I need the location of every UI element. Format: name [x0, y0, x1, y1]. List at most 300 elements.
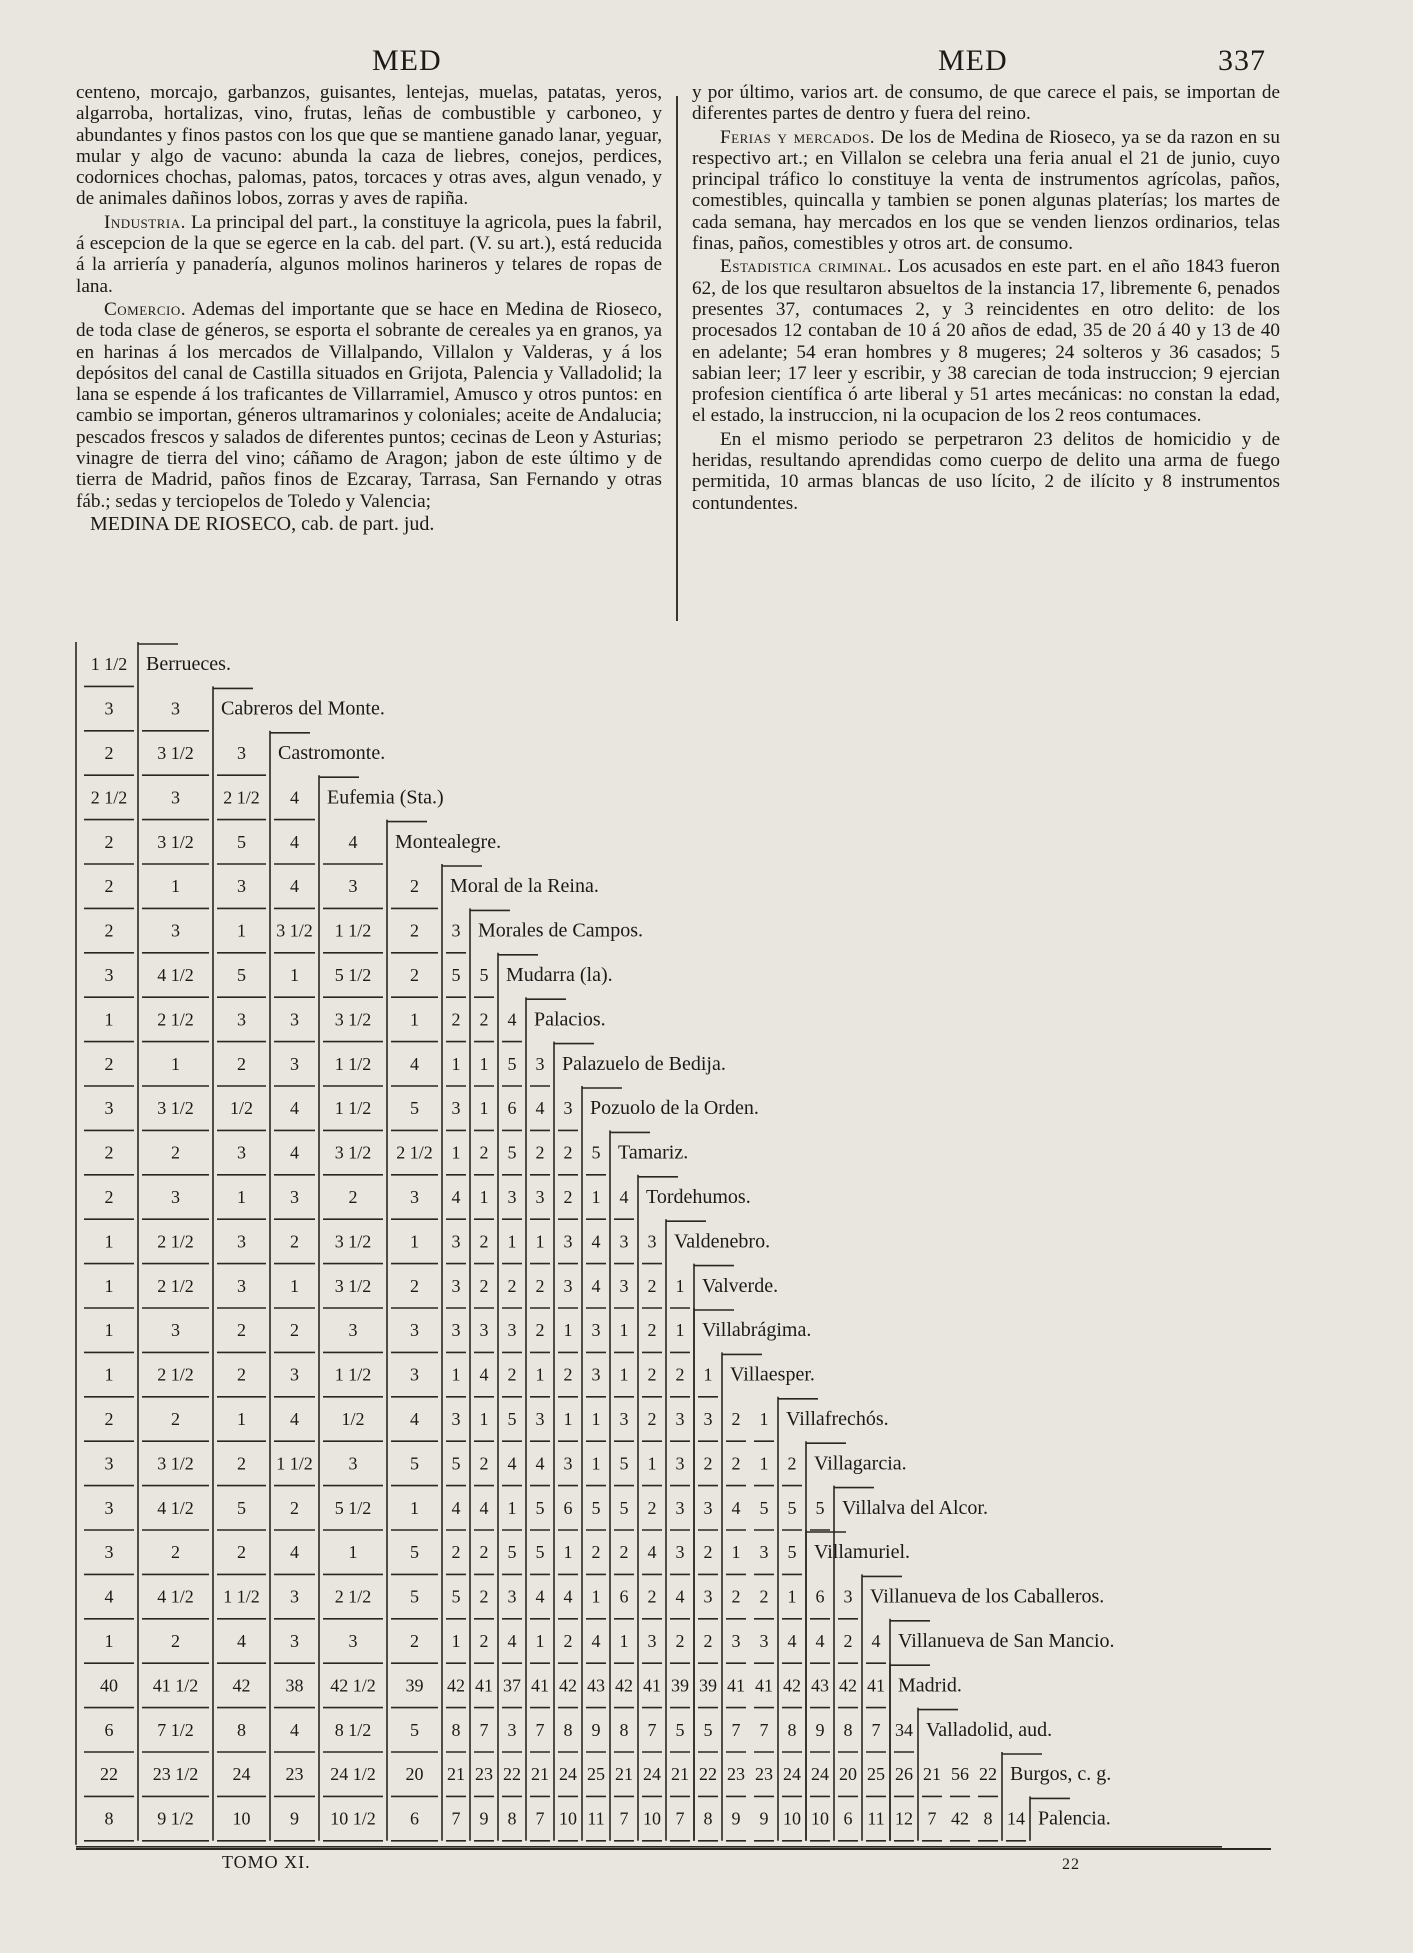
town-name: Montealegre.	[395, 830, 502, 853]
distance-cell: 2 1/2	[334, 1586, 372, 1607]
town-name: Valladolid, aud.	[926, 1718, 1053, 1741]
distance-cell: 6	[410, 1808, 419, 1829]
distance-cell: 3	[563, 1453, 573, 1474]
town-name: Palacios.	[534, 1008, 606, 1031]
distance-cell: 5	[787, 1542, 797, 1563]
distance-cell: 10	[232, 1808, 251, 1829]
distance-cell: 3	[237, 1231, 246, 1252]
distance-cell: 3	[647, 1631, 657, 1651]
running-header-center: MED	[938, 44, 1008, 77]
distance-cell: 2	[104, 743, 114, 763]
distance-cell: 2	[479, 1586, 489, 1607]
distance-cell: 4	[290, 1142, 299, 1163]
distance-cell: 41	[755, 1675, 773, 1696]
estadistica-label: Estadistica criminal.	[720, 256, 893, 278]
distance-cell: 3	[451, 1275, 461, 1296]
distance-cell: 3	[507, 1586, 517, 1607]
distance-cell: 1	[479, 1187, 489, 1207]
distance-cell: 3	[535, 1187, 545, 1207]
distance-cell: 3	[410, 1187, 419, 1207]
distance-cell: 3	[290, 1364, 299, 1385]
distance-cell: 3	[237, 1275, 246, 1296]
distance-cell: 5	[535, 1497, 545, 1518]
town-name: Cabreros del Monte.	[221, 697, 385, 720]
distance-cell: 5	[619, 1453, 629, 1474]
distance-cell: 39	[699, 1675, 717, 1696]
right-paragraph-delitos: En el mismo periodo se perpetraron 23 delitos de homicidio y de heridas, resultando aprendidas como cuerpo de delito una arma de fuego permitida, 10 armas blancas de uso lícito, 2 de ilícito y 8 instrumentos contundentes.	[692, 428, 1280, 514]
distance-cell: 1	[104, 1631, 114, 1651]
distance-cell: 1 1/2	[276, 1453, 313, 1474]
distance-cell: 1	[759, 1453, 769, 1474]
distance-cell: 3	[104, 1497, 114, 1518]
distance-cell: 41	[475, 1675, 493, 1696]
distance-cell: 2	[479, 1542, 489, 1563]
distance-cell: 42	[559, 1675, 577, 1696]
distance-cell: 2	[348, 1187, 358, 1207]
distance-cell: 2	[451, 1009, 461, 1030]
distance-cell: 42	[615, 1675, 633, 1696]
distance-cell: 5	[237, 1497, 246, 1518]
distance-cell: 3	[479, 1320, 489, 1341]
distance-cell: 3	[237, 876, 246, 897]
distance-cell: 3	[451, 920, 461, 941]
distance-cell: 3	[171, 1187, 180, 1207]
distance-cell: 3 1/2	[334, 1142, 372, 1163]
distance-cell: 3	[348, 1320, 358, 1341]
distance-cell: 1	[237, 920, 246, 941]
distance-cell: 41	[531, 1675, 549, 1696]
distance-cell: 4 1/2	[157, 1586, 194, 1607]
distance-cell: 1	[451, 1364, 461, 1385]
distance-cell: 8	[843, 1719, 853, 1740]
distance-cell: 3	[104, 965, 114, 985]
town-name: Valverde.	[702, 1274, 779, 1297]
distance-cell: 10	[811, 1808, 829, 1829]
distance-cell: 4	[237, 1631, 246, 1651]
distance-cell: 3	[237, 1009, 246, 1030]
distance-cell: 3	[451, 1098, 461, 1119]
distance-cell: 3 1/2	[276, 920, 313, 941]
distance-cell: 4	[451, 1497, 461, 1518]
distance-cell: 3	[237, 743, 246, 763]
distance-cell: 41 1/2	[152, 1675, 199, 1696]
distance-cell: 5	[410, 1719, 419, 1740]
distance-cell: 7	[535, 1808, 545, 1829]
town-name: Palencia.	[1038, 1807, 1111, 1830]
distance-cell: 3	[591, 1320, 601, 1341]
distance-cell: 4	[451, 1187, 461, 1207]
distance-cell: 10 1/2	[330, 1808, 376, 1829]
distance-cell: 2	[290, 1497, 299, 1518]
distance-cell: 9	[815, 1719, 825, 1740]
cab-line: MEDINA DE RIOSECO, cab. de part. jud.	[90, 512, 435, 535]
distance-cell: 1	[451, 1053, 461, 1074]
distance-cell: 2	[104, 920, 114, 941]
distance-cell: 24 1/2	[330, 1764, 376, 1785]
distance-cell: 2	[703, 1453, 713, 1474]
distance-cell: 21	[615, 1764, 633, 1785]
distance-cell: 4	[535, 1453, 545, 1474]
distance-cell: 3	[675, 1453, 685, 1474]
distance-cell: 1	[410, 1231, 419, 1252]
distance-cell: 5 1/2	[334, 1497, 372, 1518]
distance-cell: 7	[535, 1719, 545, 1740]
distance-cell: 25	[867, 1764, 885, 1785]
distance-cell: 5	[410, 1542, 419, 1563]
footer-signature: 22	[1062, 1856, 1080, 1873]
distance-cell: 5	[675, 1719, 685, 1740]
distance-cell: 4	[731, 1497, 741, 1518]
industria-label: Industria.	[104, 211, 186, 233]
distance-cell: 6	[843, 1808, 853, 1829]
distance-cell: 1	[563, 1542, 573, 1563]
town-name: Burgos, c. g.	[1010, 1763, 1112, 1786]
distance-cell: 22	[503, 1764, 521, 1785]
distance-cell: 6	[104, 1719, 114, 1740]
distance-cell: 1	[535, 1631, 545, 1651]
distance-cell: 11	[867, 1808, 885, 1829]
distance-cell: 24	[783, 1764, 801, 1785]
town-name: Eufemia (Sta.)	[327, 786, 444, 809]
distance-cell: 3 1/2	[157, 1453, 194, 1474]
distance-cell: 1	[675, 1320, 685, 1341]
distance-cell: 2 1/2	[90, 787, 128, 808]
distance-cell: 6	[507, 1098, 517, 1119]
distance-cell: 21	[531, 1764, 549, 1785]
distance-cell: 8 1/2	[334, 1719, 372, 1740]
distance-cell: 4	[410, 1409, 419, 1429]
distance-cell: 2	[703, 1542, 713, 1563]
distance-cell: 39	[671, 1675, 689, 1696]
ferias-label: Ferias y mercados.	[720, 126, 876, 148]
distance-cell: 2	[479, 1009, 489, 1030]
distance-cell: 3	[563, 1231, 573, 1252]
distance-cell: 10	[783, 1808, 801, 1829]
distance-cell: 2	[731, 1409, 741, 1429]
distance-cell: 5	[787, 1497, 797, 1518]
distance-cell: 1	[591, 1409, 601, 1429]
distance-cell: 2	[410, 876, 419, 897]
distance-cell: 4	[591, 1275, 601, 1296]
distance-cell: 4 1/2	[157, 965, 194, 985]
distance-cell: 3	[703, 1409, 713, 1429]
distance-cell: 3	[703, 1586, 713, 1607]
distance-cell: 22	[100, 1764, 118, 1785]
distance-cell: 3	[563, 1098, 573, 1119]
distance-cell: 4	[290, 1542, 299, 1563]
distance-cell: 26	[895, 1764, 913, 1785]
distance-cell: 38	[285, 1675, 304, 1696]
town-name: Villagarcia.	[814, 1452, 907, 1475]
distance-cell: 2	[563, 1364, 573, 1385]
distance-cell: 1	[479, 1409, 489, 1429]
distance-cell: 4	[290, 1409, 299, 1429]
distance-cell: 4	[290, 1098, 299, 1119]
distance-cell: 42	[447, 1675, 465, 1696]
distance-cell: 1	[104, 1320, 114, 1341]
distance-cell: 3	[507, 1187, 517, 1207]
distance-cell: 4	[815, 1631, 825, 1651]
distance-cell: 2	[451, 1542, 461, 1563]
distance-cell: 3	[619, 1231, 629, 1252]
distance-cell: 3	[290, 1586, 299, 1607]
distance-cell: 9	[731, 1808, 741, 1829]
distance-cell: 22	[979, 1764, 997, 1785]
town-name: Villanueva de los Caballeros.	[870, 1585, 1105, 1608]
distance-cell: 39	[405, 1675, 424, 1696]
distance-cell: 2 1/2	[396, 1142, 433, 1163]
distance-cell: 7 1/2	[157, 1719, 194, 1740]
distance-cell: 5	[507, 1053, 517, 1074]
distance-cell: 3	[563, 1275, 573, 1296]
distance-cell: 2	[171, 1409, 180, 1429]
distance-cell: 1	[535, 1231, 545, 1252]
distance-cell: 7	[675, 1808, 685, 1829]
distance-cell: 5	[703, 1719, 713, 1740]
distance-cell: 3	[348, 876, 358, 897]
distance-cell: 3	[675, 1542, 685, 1563]
comercio-label: Comercio.	[104, 298, 187, 320]
distance-cell: 42	[839, 1675, 857, 1696]
distance-cell: 5 1/2	[334, 965, 372, 985]
distance-cell: 5	[619, 1497, 629, 1518]
distance-cell: 8	[507, 1808, 517, 1829]
distance-cell: 10	[559, 1808, 577, 1829]
distance-cell: 2	[731, 1586, 741, 1607]
distance-cell: 3	[104, 1098, 114, 1119]
town-name: Valdenebro.	[674, 1230, 771, 1253]
distance-cell: 4	[619, 1187, 629, 1207]
distance-cell: 3	[451, 1409, 461, 1429]
distance-cell: 8	[619, 1719, 629, 1740]
distance-cell: 9	[759, 1808, 769, 1829]
distance-cell: 2	[479, 1231, 489, 1252]
distance-cell: 1	[507, 1231, 517, 1252]
distance-cell: 5	[591, 1497, 601, 1518]
distance-cell: 3	[731, 1631, 741, 1651]
distance-cell: 20	[405, 1764, 424, 1785]
distance-cell: 4	[507, 1453, 517, 1474]
distance-cell: 5	[451, 965, 461, 985]
distance-cell: 2	[171, 1631, 180, 1651]
distance-cell: 3	[410, 1364, 419, 1385]
distance-cell: 1	[619, 1631, 629, 1651]
distance-cell: 3	[535, 1409, 545, 1429]
distance-cell: 1	[563, 1320, 573, 1341]
distance-cell: 8	[563, 1719, 573, 1740]
distance-cell: 3	[759, 1542, 769, 1563]
distance-cell: 1	[591, 1187, 601, 1207]
distance-cell: 5	[410, 1586, 419, 1607]
distance-cell: 41	[643, 1675, 661, 1696]
distance-cell: 1 1/2	[334, 1364, 372, 1385]
distance-cell: 3 1/2	[334, 1009, 372, 1030]
distance-cell: 3	[171, 698, 180, 719]
distance-cell: 2	[731, 1453, 741, 1474]
distance-cell: 4	[290, 876, 299, 897]
distance-cell: 1	[451, 1142, 461, 1163]
distance-cell: 5	[451, 1586, 461, 1607]
left-paragraph-crops: centeno, morcajo, garbanzos, guisantes, lentejas, muelas, patatas, yeros, algarroba, hortalizas, vino, frutas, leñas de combustible y carboneo, y abundantes y finos pastos con los que que se mantiene ganado lanar, yeguar, mular y algo de vacuno: abunda la caza de liebres, conejos, perdices, codornices chochas, palomas, patos, torcaces y otras aves, algun venado, y de animales dañinos lobos, zorras y aves de rapiña.	[76, 82, 662, 210]
town-name: Castromonte.	[278, 742, 386, 764]
distance-cell: 1	[451, 1631, 461, 1651]
town-name: Berrueces.	[146, 653, 231, 676]
distance-cell: 3	[104, 698, 114, 719]
distance-cell: 2	[647, 1320, 657, 1341]
distance-cell: 5	[410, 1098, 419, 1119]
town-name: Morales de Campos.	[478, 919, 643, 942]
distance-cell: 7	[451, 1808, 461, 1829]
distance-cell: 3	[171, 1320, 180, 1341]
distance-cell: 5	[591, 1142, 601, 1163]
distance-cell: 2	[787, 1453, 797, 1474]
distance-cell: 2	[237, 1364, 246, 1385]
distance-cell: 1	[647, 1453, 657, 1474]
distance-cell: 1	[563, 1409, 573, 1429]
distance-cell: 7	[647, 1719, 657, 1740]
distance-cell: 5	[759, 1497, 769, 1518]
distance-cell: 21	[671, 1764, 689, 1785]
distance-cell: 3	[348, 1453, 358, 1474]
distance-cell: 4	[591, 1631, 601, 1651]
distance-cell: 42	[951, 1808, 969, 1829]
distance-cell: 8	[983, 1808, 993, 1829]
distance-cell: 2	[647, 1409, 657, 1429]
distance-cell: 2	[104, 876, 114, 897]
distance-cell: 2	[563, 1187, 573, 1207]
distance-cell: 2	[675, 1631, 685, 1651]
distance-cell: 3	[675, 1409, 685, 1429]
distance-cell: 2	[563, 1142, 573, 1163]
distance-cell: 1	[479, 1053, 489, 1074]
distance-cell: 42 1/2	[330, 1675, 376, 1696]
distance-cell: 5	[451, 1453, 461, 1474]
distance-cell: 2	[703, 1631, 713, 1651]
distance-cell: 10	[643, 1808, 661, 1829]
distance-cell: 2 1/2	[157, 1231, 194, 1252]
distance-cell: 22	[699, 1764, 717, 1785]
distance-cell: 3	[535, 1053, 545, 1074]
distance-cell: 3	[290, 1187, 299, 1207]
distance-cell: 1	[591, 1586, 601, 1607]
distance-cell: 21	[923, 1764, 941, 1785]
distance-cell: 5	[815, 1497, 825, 1518]
distance-cell: 7	[731, 1719, 741, 1740]
distance-cell: 9 1/2	[157, 1808, 194, 1829]
distance-cell: 2	[104, 1053, 114, 1074]
running-header-left: MED	[372, 44, 442, 77]
distance-cell: 2 1/2	[157, 1009, 194, 1030]
distance-cell: 2	[237, 1453, 246, 1474]
distance-cell: 1	[410, 1009, 419, 1030]
distance-cell: 1	[619, 1364, 629, 1385]
distance-cell: 37	[503, 1675, 521, 1696]
distance-cell: 4	[410, 1053, 419, 1074]
distance-cell: 4	[563, 1586, 573, 1607]
distance-cell: 3	[507, 1719, 517, 1740]
distance-cell: 5	[507, 1542, 517, 1563]
distance-cell: 1	[535, 1364, 545, 1385]
distance-cell: 7	[871, 1719, 881, 1740]
distance-cell: 2	[410, 1631, 419, 1651]
distance-cell: 4	[479, 1497, 489, 1518]
distance-cell: 2	[675, 1364, 685, 1385]
distance-cell: 4	[290, 787, 299, 808]
distance-cell: 1	[104, 1275, 114, 1296]
distance-cell: 4	[479, 1364, 489, 1385]
ferias-text: De los de Medina de Rioseco, ya se da razon en su respectivo art.; en Villalon se celebra una feria anual el 21 de junio, cuyo principal tráfico lo constituye la venta de instrumentos agrícolas, paños, comestibles, quincalla y tambien se ponen algunas platerías; los martes de cada semana, hay mercados en los que se venden lienzos ordinarios, telas finas, paños, comestibles y otros art. de consumo.	[692, 126, 1280, 255]
distance-cell: 6	[815, 1586, 825, 1607]
distance-cell: 2	[104, 1409, 114, 1429]
estadistica-text: Los acusados en este part. en el año 1843 fueron 62, de los que resultaron absueltos de la instancia 17, libremente 6, penados presentes 37, contumaces 2, y 3 reincidentes en otro delito: de los procesados 12 contaban de 10 á 20 años de edad, 35 de 20 á 40 y 13 de 40 en adelante; 54 eran hombres y 8 mugeres; 24 solteros y 36 casados; 5 sabian leer; 17 leer y escribir, y 38 carecian de toda instruccion; 9 ejercian profesion científica ó arte liberal y 51 artes mecánicas: no constan la edad, el estado, la instruccion, ni la ocupacion de los 2 reos contumaces.	[692, 256, 1280, 427]
distance-cell: 3	[290, 1053, 299, 1074]
distance-cell: 4	[591, 1231, 601, 1252]
distance-cell: 3	[290, 1009, 299, 1030]
distance-cell: 4	[104, 1586, 114, 1607]
distance-cell: 23	[755, 1764, 773, 1785]
footer-rule	[76, 1848, 1271, 1850]
distance-cell: 3	[647, 1231, 657, 1252]
distance-cell: 4	[871, 1631, 881, 1651]
distance-cell: 41	[867, 1675, 885, 1696]
distance-cell: 1 1/2	[334, 1053, 372, 1074]
distance-cell: 2 1/2	[157, 1364, 194, 1385]
town-name: Pozuolo de la Orden.	[590, 1097, 759, 1120]
distance-cell: 3	[290, 1631, 299, 1651]
distance-cell: 3	[759, 1631, 769, 1651]
distance-cell: 2	[759, 1586, 769, 1607]
distance-cell: 3	[104, 1453, 114, 1474]
distance-cell: 3	[507, 1320, 517, 1341]
right-paragraph-consumo: y por último, varios art. de consumo, de que carece el pais, se importan de diferentes partes de dentro y fuera del reino.	[692, 82, 1280, 125]
distance-cell: 1	[290, 1275, 299, 1296]
distance-cell: 3	[451, 1320, 461, 1341]
distance-cell: 4	[535, 1098, 545, 1119]
distance-cell: 9	[479, 1808, 489, 1829]
distance-cell: 2	[479, 1142, 489, 1163]
distance-cell: 2	[479, 1631, 489, 1651]
distance-cell: 3	[104, 1542, 114, 1563]
distance-cell: 5	[479, 965, 489, 985]
distance-cell: 6	[563, 1497, 573, 1518]
distance-cell: 4	[675, 1586, 685, 1607]
distance-cell: 7	[619, 1808, 629, 1829]
distance-cell: 8	[703, 1808, 713, 1829]
distance-cell: 2	[507, 1364, 517, 1385]
distance-cell: 4	[787, 1631, 797, 1651]
distance-cell: 12	[895, 1808, 913, 1829]
distance-cell: 1	[675, 1275, 685, 1296]
distance-cell: 2 1/2	[223, 787, 260, 808]
town-name: Moral de la Reina.	[450, 875, 599, 898]
distance-cell: 3	[237, 1142, 246, 1163]
industria-text: La principal del part., la constituye la agricola, pues la fabril, á escepcion de la que se egerce en la cab. del part. (V. su art.), está reducida á la arriería y panadería, algunos molinos harineros y telares de ropas de lana.	[76, 211, 662, 297]
distance-cell: 23	[285, 1764, 304, 1785]
distance-cell: 8	[104, 1808, 114, 1829]
distance-cell: 8	[787, 1719, 797, 1740]
distance-cell: 3	[675, 1497, 685, 1518]
distance-cell: 23	[727, 1764, 745, 1785]
page-number: 337	[1218, 44, 1266, 77]
distance-cell: 4	[507, 1009, 517, 1030]
distance-cell: 42	[232, 1675, 251, 1696]
distance-cell: 1 1/2	[223, 1586, 260, 1607]
distance-cell: 7	[479, 1719, 489, 1740]
distance-cell: 1	[703, 1364, 713, 1385]
distance-cell: 3 1/2	[157, 831, 194, 852]
town-name: Villaesper.	[730, 1363, 815, 1386]
distance-cell: 2	[104, 1142, 114, 1163]
